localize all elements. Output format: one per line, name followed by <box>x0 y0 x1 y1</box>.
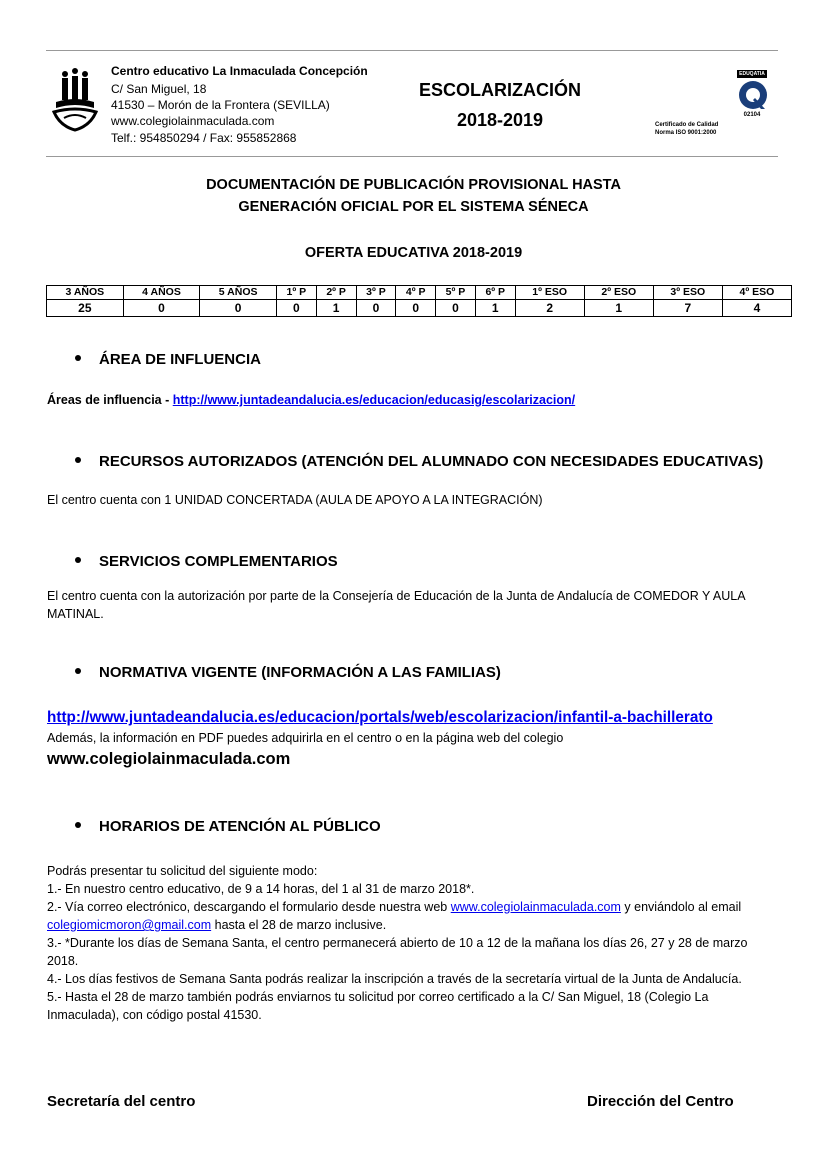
offer-col-value: 1 <box>475 300 515 317</box>
offer-col-header: 4 AÑOS <box>123 286 200 300</box>
signature-direccion: Dirección del Centro <box>587 1093 734 1110</box>
section-recursos-heading-text: RECURSOS AUTORIZADOS (ATENCIÓN DEL ALUMNADO CON NECESIDADES EDUCATIVAS) <box>99 453 764 470</box>
section-servicios-heading-text: SERVICIOS COMPLEMENTARIOS <box>99 553 338 570</box>
offer-col-value: 1 <box>316 300 356 317</box>
horarios-item-3: 3.- *Durante los días de Semana Santa, el centro permanecerá abierto de 10 a 12 de la mañana los días 26, 27 y 28 de marzo 2018. <box>47 936 748 968</box>
offer-col-header: 2º P <box>316 286 356 300</box>
offer-col-value: 0 <box>356 300 396 317</box>
bullet-icon <box>75 668 81 674</box>
offer-table <box>46 285 792 317</box>
item2-email-link[interactable]: colegiomicmoron@gmail.com <box>47 918 212 932</box>
bullet-icon <box>75 822 81 828</box>
quality-certificate-badge <box>655 70 780 140</box>
cert-line1: Certificado de Calidad <box>655 122 719 128</box>
offer-table-header-row <box>47 286 792 300</box>
horarios-item-4: 4.- Los días festivos de Semana Santa podrás realizar la inscripción a través de la secretaría virtual de la Junta de Andalucía. <box>47 972 742 986</box>
section-horarios-heading-text: HORARIOS DE ATENCIÓN AL PÚBLICO <box>99 818 381 835</box>
header-bottom-rule <box>46 156 778 157</box>
section-recursos-heading <box>75 453 763 470</box>
section-normativa-heading <box>75 664 501 681</box>
school-phone: Telf.: 954850294 / Fax: 955852868 <box>111 131 297 145</box>
offer-col-value: 7 <box>653 300 722 317</box>
offer-col-header: 3º ESO <box>653 286 722 300</box>
cert-q-icon <box>737 79 769 111</box>
offer-col-value: 4 <box>722 300 791 317</box>
normativa-link[interactable]: http://www.juntadeandalucia.es/educacion/portals/web/escolarizacion/infantil-a-bachillerato <box>47 709 713 726</box>
offer-col-header: 6º P <box>475 286 515 300</box>
cert-brand: EDUQATIA <box>737 70 767 78</box>
item2-text-c: hasta el 28 de marzo inclusive. <box>211 918 387 932</box>
doc-year: 2018-2019 <box>456 110 544 130</box>
offer-col-header: 5 AÑOS <box>200 286 277 300</box>
offer-col-value: 0 <box>276 300 316 317</box>
offer-col-value: 2 <box>515 300 584 317</box>
cert-number: 02104 <box>743 112 761 118</box>
bullet-icon <box>75 557 81 563</box>
school-crest-logo <box>50 66 100 136</box>
doc-subtitle-line2: GENERACIÓN OFICIAL POR EL SISTEMA SÉNECA <box>238 199 589 215</box>
offer-col-header: 1º ESO <box>515 286 584 300</box>
section-servicios-heading <box>75 553 338 570</box>
school-address: C/ San Miguel, 18 <box>111 82 207 96</box>
horarios-item-1: 1.- En nuestro centro educativo, de 9 a 14 horas, del 1 al 31 de marzo 2018*. <box>47 882 475 896</box>
normativa-website: www.colegiolainmaculada.com <box>47 750 291 768</box>
header-top-rule <box>46 50 778 51</box>
item2-website-link[interactable]: www.colegiolainmaculada.com <box>450 900 621 914</box>
offer-col-header: 5º P <box>436 286 476 300</box>
offer-heading: OFERTA EDUCATIVA 2018-2019 <box>304 245 523 261</box>
offer-col-value: 0 <box>200 300 277 317</box>
signature-secretaria: Secretaría del centro <box>47 1093 196 1110</box>
horarios-list <box>47 862 782 1024</box>
offer-col-header: 3º P <box>356 286 396 300</box>
school-city: 41530 – Morón de la Frontera (SEVILLA) <box>111 98 330 112</box>
normativa-link-wrap <box>47 709 713 727</box>
horarios-item-2 <box>47 898 782 934</box>
area-paragraph <box>47 391 782 409</box>
bullet-icon <box>75 457 81 463</box>
recursos-text: El centro cuenta con 1 UNIDAD CONCERTADA (AULA DE APOYO A LA INTEGRACIÓN) <box>47 493 543 507</box>
cert-line2: Norma ISO 9001:2000 <box>655 130 717 136</box>
area-label: Áreas de influencia - <box>47 393 173 407</box>
section-area-heading-text: ÁREA DE INFLUENCIA <box>99 351 261 368</box>
offer-col-header: 4º ESO <box>722 286 791 300</box>
offer-col-header: 1º P <box>276 286 316 300</box>
section-area-heading <box>75 351 261 368</box>
horarios-item-5: 5.- Hasta el 28 de marzo también podrás enviarnos tu solicitud por correo certificado a la C/ San Miguel, 18 (Colegio La Inmaculada), con código postal 41530. <box>47 990 709 1022</box>
section-normativa-heading-text: NORMATIVA VIGENTE (INFORMACIÓN A LAS FAMILIAS) <box>99 664 501 681</box>
offer-table-values-row <box>47 300 792 317</box>
school-name: Centro educativo La Inmaculada Concepción <box>111 64 368 78</box>
doc-subtitle-line1: DOCUMENTACIÓN DE PUBLICACIÓN PROVISIONAL HASTA <box>206 177 621 193</box>
offer-col-header: 3 AÑOS <box>47 286 124 300</box>
servicios-text: El centro cuenta con la autorización por parte de la Consejería de Educación de la Junta de Andalucía de COMEDOR Y AULA MATINAL. <box>47 589 745 621</box>
normativa-text: Además, la información en PDF puedes adquirirla en el centro o en la página web del colegio <box>47 731 564 745</box>
offer-col-header: 2º ESO <box>584 286 653 300</box>
item2-text-b: y enviándolo al email <box>620 900 742 914</box>
offer-col-value: 0 <box>436 300 476 317</box>
item2-text-a: 2.- Vía correo electrónico, descargando el formulario desde nuestra web <box>47 900 451 914</box>
offer-col-header: 4º P <box>396 286 436 300</box>
horarios-intro: Podrás presentar tu solicitud del siguiente modo: <box>47 864 318 878</box>
doc-title: ESCOLARIZACIÓN <box>419 80 581 100</box>
offer-col-value: 1 <box>584 300 653 317</box>
section-horarios-heading <box>75 818 381 835</box>
offer-col-value: 0 <box>123 300 200 317</box>
area-link[interactable]: http://www.juntadeandalucia.es/educacion/educasig/escolarizacion/ <box>172 393 576 407</box>
school-website: www.colegiolainmaculada.com <box>111 114 275 128</box>
offer-col-value: 0 <box>396 300 436 317</box>
bullet-icon <box>75 355 81 361</box>
offer-col-value: 25 <box>47 300 124 317</box>
